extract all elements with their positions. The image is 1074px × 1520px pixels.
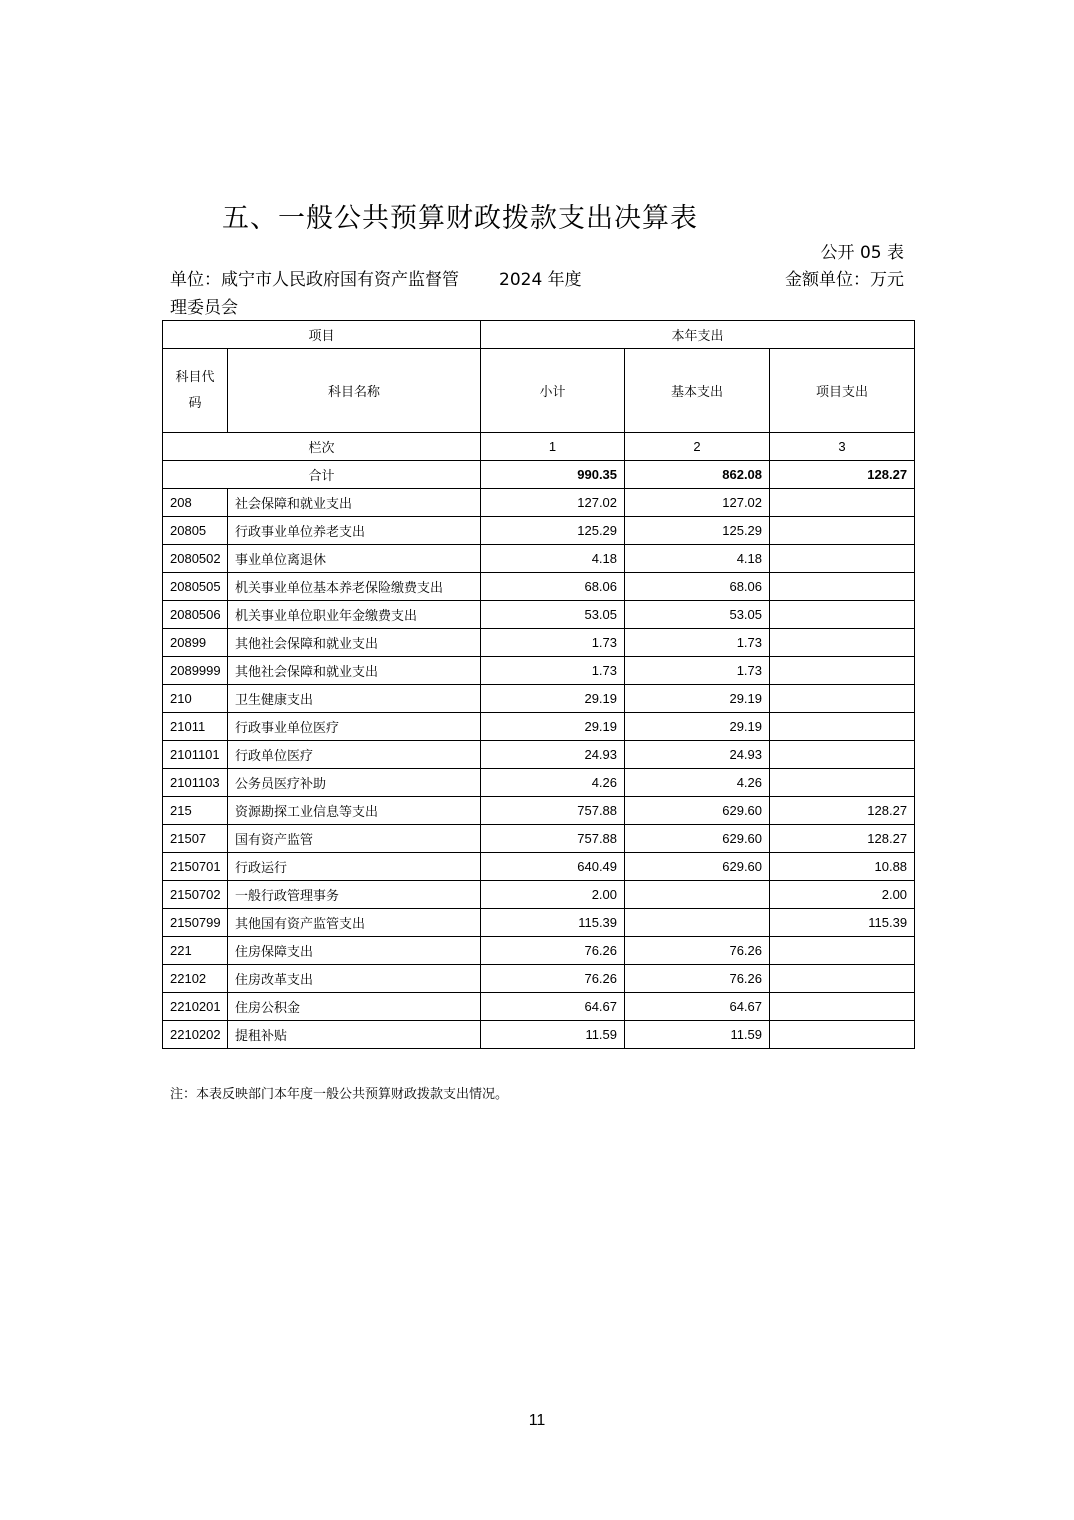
row-name: 国有资产监管 [228, 825, 481, 853]
row-basic [625, 881, 770, 909]
row-name: 住房公积金 [228, 993, 481, 1021]
column-index-2: 2 [625, 433, 770, 461]
table-row [163, 965, 915, 993]
table-row [163, 853, 915, 881]
row-code: 2080502 [163, 545, 228, 573]
row-code: 22102 [163, 965, 228, 993]
row-code: 2210201 [163, 993, 228, 1021]
row-basic: 629.60 [625, 825, 770, 853]
row-name: 事业单位离退休 [228, 545, 481, 573]
table-note: 注：本表反映部门本年度一般公共预算财政拨款支出情况。 [170, 1087, 509, 1102]
fiscal-year: 2024 年度 [499, 270, 582, 290]
row-project: 115.39 [770, 909, 915, 937]
row-name: 其他社会保障和就业支出 [228, 657, 481, 685]
row-name: 资源勘探工业信息等支出 [228, 797, 481, 825]
total-subtotal: 990.35 [481, 461, 625, 489]
table-code: 公开 05 表 [820, 243, 904, 263]
row-subtotal: 29.19 [481, 685, 625, 713]
header-project: 项目支出 [770, 349, 915, 433]
table-row [163, 545, 915, 573]
row-code: 208 [163, 489, 228, 517]
row-code: 21507 [163, 825, 228, 853]
row-name: 公务员医疗补助 [228, 769, 481, 797]
row-name: 其他国有资产监管支出 [228, 909, 481, 937]
row-subtotal: 125.29 [481, 517, 625, 545]
header-subtotal: 小计 [481, 349, 625, 433]
row-code: 2101101 [163, 741, 228, 769]
total-project: 128.27 [770, 461, 915, 489]
row-code: 2150799 [163, 909, 228, 937]
row-basic: 76.26 [625, 965, 770, 993]
row-code: 2080506 [163, 601, 228, 629]
row-subtotal: 757.88 [481, 797, 625, 825]
row-name: 行政运行 [228, 853, 481, 881]
row-name: 机关事业单位基本养老保险缴费支出 [228, 573, 481, 601]
row-code: 20805 [163, 517, 228, 545]
row-name: 一般行政管理事务 [228, 881, 481, 909]
row-project [770, 545, 915, 573]
row-subtotal: 4.18 [481, 545, 625, 573]
expenditure-table [162, 320, 915, 1049]
row-basic: 4.26 [625, 769, 770, 797]
page-number: 11 [528, 1412, 546, 1429]
table-row [163, 881, 915, 909]
row-subtotal: 24.93 [481, 741, 625, 769]
row-basic: 1.73 [625, 657, 770, 685]
row-basic: 125.29 [625, 517, 770, 545]
row-name: 行政单位医疗 [228, 741, 481, 769]
reporting-unit: 单位：咸宁市人民政府国有资产监督管理委员会 [170, 270, 459, 318]
row-code: 221 [163, 937, 228, 965]
row-code: 20899 [163, 629, 228, 657]
row-code: 2150701 [163, 853, 228, 881]
row-subtotal: 640.49 [481, 853, 625, 881]
row-basic: 29.19 [625, 685, 770, 713]
column-index-3: 3 [770, 433, 915, 461]
row-project [770, 713, 915, 741]
row-code: 2210202 [163, 1021, 228, 1049]
table-row [163, 657, 915, 685]
row-project [770, 573, 915, 601]
row-project [770, 993, 915, 1021]
row-name: 社会保障和就业支出 [228, 489, 481, 517]
header-row-1 [163, 321, 915, 349]
table-row [163, 741, 915, 769]
row-project: 128.27 [770, 797, 915, 825]
row-basic: 629.60 [625, 797, 770, 825]
row-project: 10.88 [770, 853, 915, 881]
header-code: 科目代码 [163, 349, 228, 433]
row-basic: 4.18 [625, 545, 770, 573]
column-index-label: 栏次 [163, 433, 481, 461]
table-row [163, 489, 915, 517]
row-code: 21011 [163, 713, 228, 741]
row-code: 2080505 [163, 573, 228, 601]
row-name: 提租补贴 [228, 1021, 481, 1049]
row-subtotal: 53.05 [481, 601, 625, 629]
row-project [770, 657, 915, 685]
column-index-1: 1 [481, 433, 625, 461]
row-basic: 29.19 [625, 713, 770, 741]
row-project [770, 685, 915, 713]
table-row [163, 573, 915, 601]
header-current-year: 本年支出 [481, 321, 915, 349]
row-project [770, 769, 915, 797]
row-code: 215 [163, 797, 228, 825]
row-subtotal: 115.39 [481, 909, 625, 937]
row-project [770, 517, 915, 545]
header-row-2 [163, 349, 915, 433]
row-project: 128.27 [770, 825, 915, 853]
table-row [163, 685, 915, 713]
money-unit: 金额单位：万元 [785, 270, 904, 290]
row-subtotal: 68.06 [481, 573, 625, 601]
header-item: 项目 [163, 321, 481, 349]
total-label: 合计 [163, 461, 481, 489]
table-row [163, 1021, 915, 1049]
row-subtotal: 127.02 [481, 489, 625, 517]
row-subtotal: 757.88 [481, 825, 625, 853]
row-project [770, 629, 915, 657]
row-basic: 629.60 [625, 853, 770, 881]
table-row [163, 713, 915, 741]
row-basic: 64.67 [625, 993, 770, 1021]
row-code: 2089999 [163, 657, 228, 685]
row-subtotal: 4.26 [481, 769, 625, 797]
page-title: 五、一般公共预算财政拨款支出决算表 [222, 203, 698, 234]
row-name: 行政事业单位养老支出 [228, 517, 481, 545]
column-index-row [163, 433, 915, 461]
row-basic: 76.26 [625, 937, 770, 965]
table-row [163, 769, 915, 797]
table-row [163, 993, 915, 1021]
row-subtotal: 1.73 [481, 629, 625, 657]
total-basic: 862.08 [625, 461, 770, 489]
table-row [163, 937, 915, 965]
row-project [770, 965, 915, 993]
row-basic [625, 909, 770, 937]
table-row [163, 517, 915, 545]
table-row [163, 601, 915, 629]
row-project [770, 1021, 915, 1049]
row-subtotal: 2.00 [481, 881, 625, 909]
row-code: 2101103 [163, 769, 228, 797]
row-name: 行政事业单位医疗 [228, 713, 481, 741]
row-basic: 68.06 [625, 573, 770, 601]
row-name: 其他社会保障和就业支出 [228, 629, 481, 657]
row-name: 卫生健康支出 [228, 685, 481, 713]
row-basic: 127.02 [625, 489, 770, 517]
row-project [770, 601, 915, 629]
row-name: 住房保障支出 [228, 937, 481, 965]
table-row [163, 909, 915, 937]
row-basic: 24.93 [625, 741, 770, 769]
row-project [770, 937, 915, 965]
header-basic: 基本支出 [625, 349, 770, 433]
table-row [163, 797, 915, 825]
total-row [163, 461, 915, 489]
row-subtotal: 11.59 [481, 1021, 625, 1049]
header-name: 科目名称 [228, 349, 481, 433]
row-name: 机关事业单位职业年金缴费支出 [228, 601, 481, 629]
row-project: 2.00 [770, 881, 915, 909]
row-basic: 53.05 [625, 601, 770, 629]
row-name: 住房改革支出 [228, 965, 481, 993]
row-project [770, 489, 915, 517]
row-subtotal: 76.26 [481, 937, 625, 965]
row-project [770, 741, 915, 769]
row-basic: 11.59 [625, 1021, 770, 1049]
row-code: 2150702 [163, 881, 228, 909]
row-subtotal: 64.67 [481, 993, 625, 1021]
row-code: 210 [163, 685, 228, 713]
row-subtotal: 1.73 [481, 657, 625, 685]
row-subtotal: 76.26 [481, 965, 625, 993]
row-basic: 1.73 [625, 629, 770, 657]
row-subtotal: 29.19 [481, 713, 625, 741]
table-row [163, 629, 915, 657]
table-row [163, 825, 915, 853]
